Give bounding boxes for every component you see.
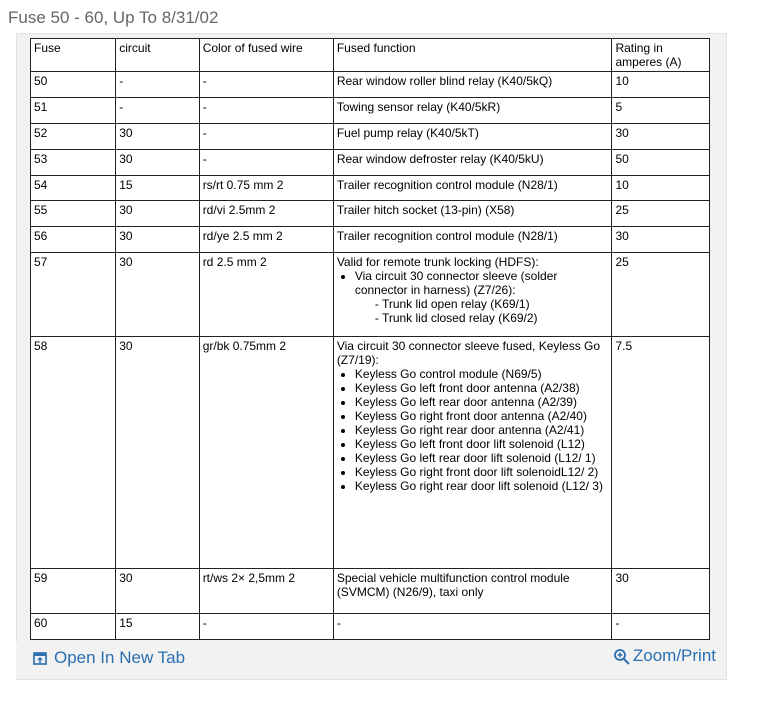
cell-circuit: - <box>116 97 199 123</box>
cell-color: - <box>199 123 333 149</box>
cell-fuse: 51 <box>31 97 116 123</box>
cell-rating: 30 <box>612 227 710 253</box>
cell-circuit: 30 <box>116 337 199 569</box>
list-item: - Trunk lid open relay (K69/1) <box>375 297 609 311</box>
table-row <box>31 149 710 175</box>
cell-function: Special vehicle multifunction control module (SVMCM) (N26/9), taxi only <box>333 569 612 614</box>
open-in-new-tab-label: Open In New Tab <box>54 648 186 667</box>
fuse-table-image <box>30 38 710 640</box>
cell-function: Rear window defroster relay (K40/5kU) <box>333 149 612 175</box>
cell-color: - <box>199 97 333 123</box>
cell-function: Trailer recognition control module (N28/1) <box>333 175 612 201</box>
function-list <box>337 367 609 493</box>
list-item: • Keyless Go right front door antenna (A2/40) <box>355 409 609 423</box>
function-intro: Via circuit 30 connector sleeve fused, Keyless Go (Z7/19): <box>336 339 601 368</box>
sub-list <box>355 297 609 325</box>
table-row <box>31 123 710 149</box>
cell-fuse: 59 <box>31 569 116 614</box>
cell-rating: 25 <box>612 201 710 227</box>
list-item: • Keyless Go left rear door lift solenoid (L12/ 1) <box>355 451 609 465</box>
cell-circuit: 30 <box>116 253 199 337</box>
cell-color: rt/ws 2× 2,5mm 2 <box>199 569 333 614</box>
list-item: • Keyless Go right rear door lift solenoid (L12/ 3) <box>355 479 609 493</box>
list-item: • Keyless Go right rear door antenna (A2/41) <box>355 423 609 437</box>
table-row <box>31 72 710 98</box>
page-title: Fuse 50 - 60, Up To 8/31/02 <box>8 8 219 27</box>
cell-rating: - <box>612 614 710 640</box>
cell-circuit: 30 <box>116 569 199 614</box>
list-item: • Keyless Go left rear door antenna (A2/39) <box>355 395 609 409</box>
cell-function <box>333 253 612 337</box>
table-row <box>31 201 710 227</box>
fuse-table <box>30 38 710 640</box>
header-color: Color of fused wire <box>199 39 333 72</box>
cell-color: rd/vi 2.5mm 2 <box>199 201 333 227</box>
table-row <box>31 97 710 123</box>
cell-color: - <box>199 149 333 175</box>
table-row <box>31 175 710 201</box>
cell-circuit: 15 <box>116 175 199 201</box>
cell-circuit: 30 <box>116 149 199 175</box>
cell-rating: 50 <box>612 149 710 175</box>
list-item: • Via circuit 30 connector sleeve (solder connector in harness) (Z7/26): - Trunk lid open relay (K69/1) - Trunk lid closed relay (K69/2) <box>355 269 609 325</box>
cell-function: Trailer hitch socket (13-pin) (X58) <box>333 201 612 227</box>
list-item: • Keyless Go left front door antenna (A2/38) <box>355 381 609 395</box>
cell-fuse: 52 <box>31 123 116 149</box>
cell-rating: 30 <box>612 569 710 614</box>
cell-fuse: 53 <box>31 149 116 175</box>
open-in-new-tab-link[interactable] <box>32 648 185 668</box>
cell-color: rd 2.5 mm 2 <box>199 253 333 337</box>
cell-circuit: - <box>116 72 199 98</box>
cell-color: - <box>199 72 333 98</box>
list-item: - Trunk lid closed relay (K69/2) <box>375 311 609 325</box>
cell-fuse: 56 <box>31 227 116 253</box>
cell-fuse: 54 <box>31 175 116 201</box>
cell-fuse: 60 <box>31 614 116 640</box>
open-external-icon <box>32 650 48 666</box>
list-item: • Keyless Go right front door lift solenoidL12/ 2) <box>355 465 609 479</box>
cell-function: Rear window roller blind relay (K40/5kQ) <box>333 72 612 98</box>
table-row <box>31 614 710 640</box>
cell-rating: 5 <box>612 97 710 123</box>
function-intro: Valid for remote trunk locking (HDFS): <box>336 255 539 270</box>
cell-circuit: 30 <box>116 123 199 149</box>
table-row <box>31 337 710 569</box>
cell-circuit: 30 <box>116 227 199 253</box>
cell-fuse: 58 <box>31 337 116 569</box>
cell-circuit: 15 <box>116 614 199 640</box>
cell-color: gr/bk 0.75mm 2 <box>199 337 333 569</box>
zoom-print-link[interactable] <box>613 646 716 666</box>
header-function: Fused function <box>333 39 612 72</box>
cell-rating: 10 <box>612 72 710 98</box>
cell-rating: 7.5 <box>612 337 710 569</box>
magnifier-plus-icon <box>613 648 629 664</box>
cell-function: Fuel pump relay (K40/5kT) <box>333 123 612 149</box>
cell-function: - <box>333 614 612 640</box>
table-row <box>31 253 710 337</box>
function-list <box>337 269 609 325</box>
cell-rating: 25 <box>612 253 710 337</box>
cell-rating: 30 <box>612 123 710 149</box>
header-rating: Rating in amperes (A) <box>612 39 710 72</box>
cell-circuit: 30 <box>116 201 199 227</box>
cell-fuse: 50 <box>31 72 116 98</box>
header-circuit: circuit <box>116 39 199 72</box>
cell-fuse: 57 <box>31 253 116 337</box>
table-row <box>31 569 710 614</box>
table-row <box>31 227 710 253</box>
cell-function: Towing sensor relay (K40/5kR) <box>333 97 612 123</box>
list-item: • Keyless Go left front door lift solenoid (L12) <box>355 437 609 451</box>
cell-fuse: 55 <box>31 201 116 227</box>
cell-function: Trailer recognition control module (N28/1) <box>333 227 612 253</box>
cell-function <box>333 337 612 569</box>
header-fuse: Fuse <box>31 39 116 72</box>
cell-color: rs/rt 0.75 mm 2 <box>199 175 333 201</box>
cell-rating: 10 <box>612 175 710 201</box>
cell-color: rd/ye 2.5 mm 2 <box>199 227 333 253</box>
cell-color: - <box>199 614 333 640</box>
list-item: • Keyless Go control module (N69/5) <box>355 367 609 381</box>
zoom-print-label: Zoom/Print <box>632 646 716 665</box>
table-header-row <box>31 39 710 72</box>
